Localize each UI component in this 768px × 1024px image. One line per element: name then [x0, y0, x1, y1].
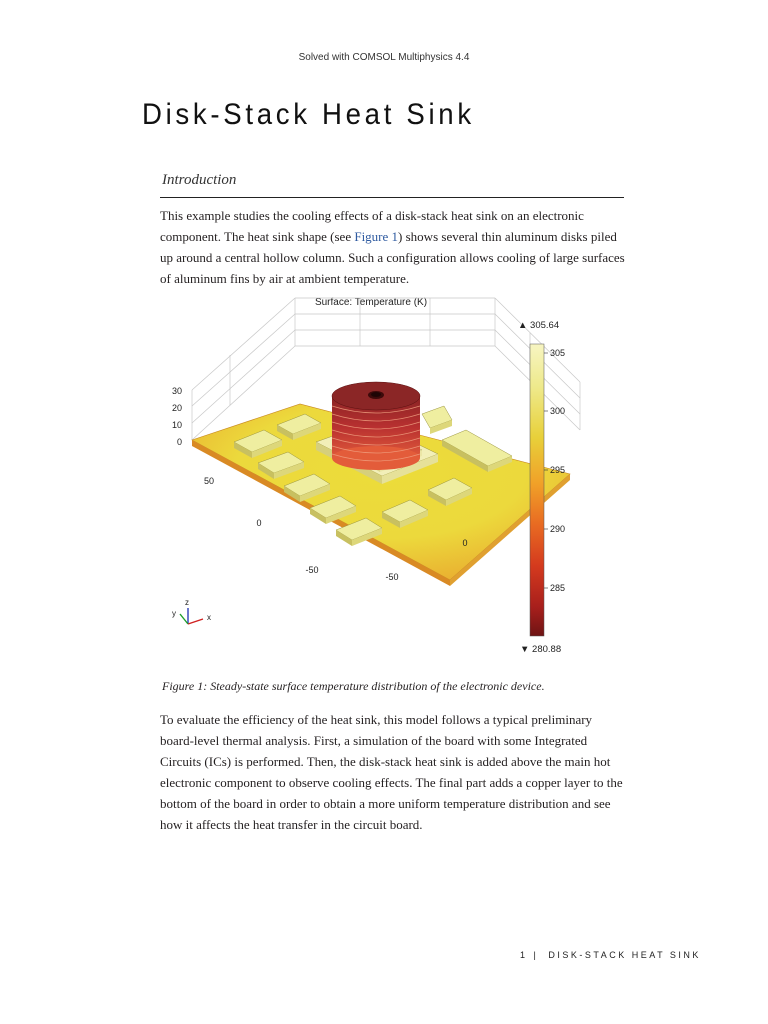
x-tick-label: -50	[385, 572, 399, 582]
triad-y-label: y	[172, 609, 176, 618]
colorbar-tick-label: 300	[550, 406, 566, 416]
figure-1	[160, 290, 626, 660]
page-footer	[520, 950, 701, 960]
ic-chip	[422, 406, 452, 434]
header-note: Solved with COMSOL Multiphysics 4.4	[298, 52, 470, 63]
axis-triad	[172, 598, 211, 624]
plot-title: Surface: Temperature (K)	[314, 297, 428, 308]
intro-text-after-link: ) shows several thin aluminum disks piled up around a central hollow column. Such a configuration allows cooling of large surfaces of aluminum fins by air at ambient temperature.	[160, 229, 625, 286]
colorbar-min-label: ▼ 280.88	[520, 644, 562, 655]
intro-text-before-link: This example studies the cooling effects of a disk-stack heat sink on an electronic component. The heat sink shape (see	[160, 208, 584, 244]
section-divider	[160, 197, 624, 198]
triad-x-label: x	[207, 613, 211, 622]
colorbar-tick-label: 295	[550, 465, 566, 475]
figure-caption: Figure 1: Steady-state surface temperature distribution of the electronic device.	[162, 679, 545, 693]
body-paragraph: To evaluate the efficiency of the heat sink, this model follows a typical preliminary board-level thermal analysis. First, a simulation of the board with some Integrated Circuits (ICs) is performed. Then, the disk-stack heat sink is added above the main hot electronic component to observe cooling effects. The final part adds a copper layer to the bottom of the board in order to obtain a more uniform temperature distribution and see how it affects the heat transfer in the circuit board.	[160, 712, 623, 832]
y-tick-label: 0	[256, 518, 262, 528]
colorbar-tick-label: 305	[550, 348, 566, 358]
intro-paragraph	[160, 205, 626, 289]
colorbar-tick-label: 290	[550, 524, 566, 534]
triad-y-axis	[180, 614, 188, 624]
page-number: 1	[520, 950, 526, 960]
colorbar	[530, 344, 544, 636]
z-tick-label: 10	[171, 420, 182, 430]
document-title: Disk-Stack Heat Sink	[142, 98, 475, 131]
y-tick-label: -50	[305, 565, 319, 575]
z-tick-label: 0	[176, 437, 182, 447]
x-tick-label: 0	[462, 538, 468, 548]
disk-stack-heat-sink	[332, 382, 420, 470]
footer-separator: |	[533, 950, 536, 960]
triad-z-label: z	[185, 598, 189, 607]
section-heading: Introduction	[162, 172, 237, 188]
triad-x-axis	[188, 619, 203, 624]
colorbar-max-label: ▲ 305.64	[518, 320, 560, 331]
colorbar-tick-label: 285	[550, 583, 566, 593]
z-tick-label: 30	[171, 386, 182, 396]
z-tick-label: 20	[171, 403, 182, 413]
y-tick-label: 50	[203, 476, 215, 486]
footer-title: DISK-STACK HEAT SINK	[548, 950, 701, 960]
temperature-surface-plot	[160, 290, 626, 660]
figure-1-link[interactable]: Figure 1	[354, 229, 399, 244]
